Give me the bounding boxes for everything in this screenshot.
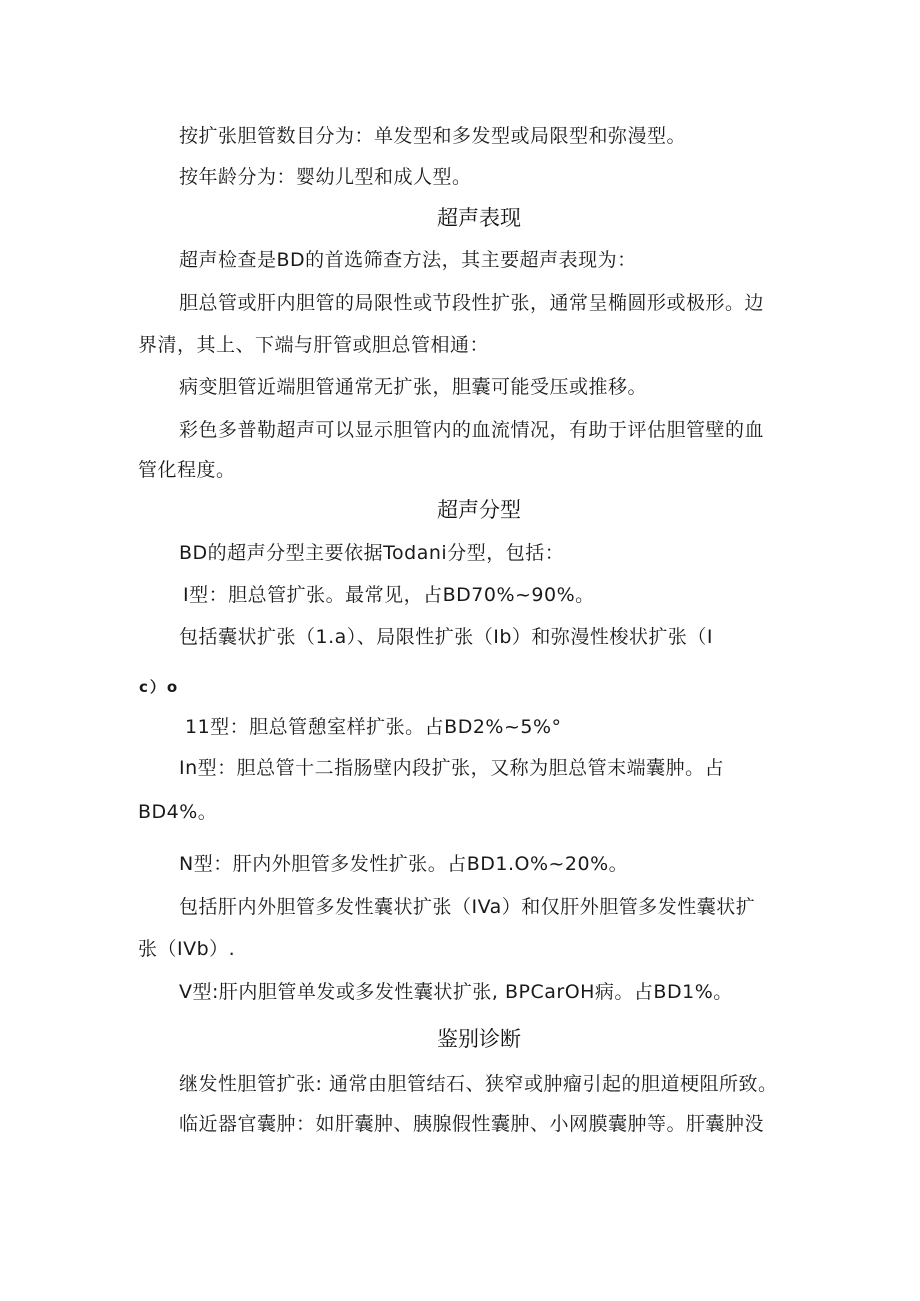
- differential-item2: 临近器官囊肿：如肝囊肿、胰腺假性囊肿、小网膜囊肿等。肝囊肿没: [179, 1113, 765, 1135]
- heading-ultrasound-findings: 超声表现: [437, 207, 521, 230]
- typing-intro: BD的超声分型主要依据Todani分型，包括：: [179, 542, 565, 564]
- typing-type4-detail-line2: 张（IVb）.: [138, 938, 236, 960]
- findings-intro: 超声检查是BD的首选筛查方法，其主要超声表现为：: [179, 249, 637, 271]
- typing-type4-detail-line1: 包括肝内外胆管多发性囊状扩张（IVa）和仅肝外胆管多发性囊状扩: [179, 896, 756, 918]
- typing-type3-line1: In型：胆总管十二指肠壁内段扩张，又称为胆总管末端囊肿。占: [179, 757, 725, 779]
- typing-type4: N型：肝内外胆管多发性扩张。占BD1.O%~20%。: [179, 853, 629, 875]
- typing-type5: V型:肝内胆管单发或多发性囊状扩张, BPCarOH病。占BD1%。: [179, 981, 733, 1003]
- classification-age-line: 按年龄分为：婴幼儿型和成人型。: [179, 166, 472, 188]
- typing-type1-detail-line2: c）o: [139, 678, 180, 696]
- heading-differential-diagnosis: 鉴别诊断: [437, 1028, 521, 1051]
- typing-type2: 11型：胆总管憩室样扩张。占BD2%~5%°: [185, 716, 562, 738]
- typing-type1-detail-line1: 包括囊状扩张（1.a）、局限性扩张（Ib）和弥漫性梭状扩张（I: [179, 626, 714, 648]
- typing-type3-line2: BD4%。: [138, 801, 218, 823]
- heading-ultrasound-typing: 超声分型: [437, 499, 521, 522]
- findings-point3-line2: 管化程度。: [138, 459, 236, 481]
- classification-count-line: 按扩张胆管数目分为：单发型和多发型或局限型和弥漫型。: [179, 125, 687, 147]
- findings-point1-line1: 胆总管或肝内胆管的局限性或节段性扩张，通常呈椭圆形或极形。边: [179, 292, 765, 314]
- differential-item1: 继发性胆管扩张: 通常由胆管结石、狭窄或肿瘤引起的胆道梗阻所致。: [179, 1073, 778, 1095]
- findings-point3-line1: 彩色多普勒超声可以显示胆管内的血流情况，有助于评估胆管壁的血: [179, 419, 765, 441]
- typing-type1: I型：胆总管扩张。最常见，占BD70%~90%。: [183, 584, 595, 606]
- findings-point2: 病变胆管近端胆管通常无扩张，胆囊可能受压或推移。: [179, 376, 648, 398]
- findings-point1-line2: 界清，其上、下端与肝管或胆总管相通：: [138, 334, 490, 356]
